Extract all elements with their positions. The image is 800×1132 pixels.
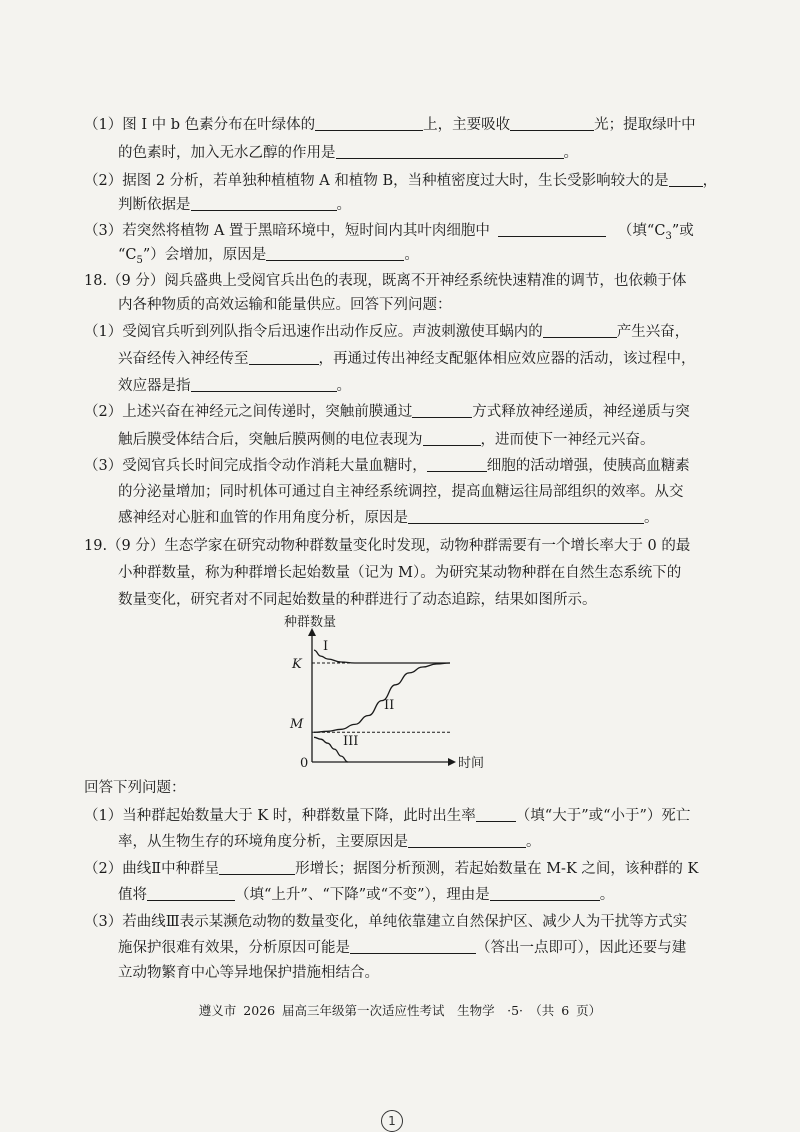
answer-blank[interactable] <box>266 245 404 261</box>
q18-p3-line3: 感神经对心脏和血管的作用角度分析，原因是 。 <box>118 510 659 526</box>
answer-blank[interactable] <box>315 115 423 131</box>
q18-stem-line1: 18.（9 分）阅兵盛典上受阅官兵出色的表现，既离不开神经系统快速精准的调节，也依赖于体 <box>84 273 687 289</box>
q19-p3-line2: 施保护很难有效果，分析原因可能是 （答出一点即可），因此还要与建 <box>118 940 687 956</box>
curve-label-iii: III <box>343 734 359 749</box>
answer-blank[interactable] <box>219 859 295 875</box>
answer-blank[interactable] <box>191 195 337 211</box>
q17-p2-line2: 判断依据是 。 <box>118 197 351 213</box>
tick-label-origin: 0 <box>300 756 309 770</box>
curve-label-i: I <box>323 639 329 654</box>
x-axis-label: 时间 <box>458 756 485 770</box>
q18-p2-line2: 触后膜受体结合后，突触后膜两侧的电位表现为 ，进而使下一神经元兴奋。 <box>118 432 655 448</box>
answer-blank[interactable] <box>408 508 644 524</box>
answer-blank[interactable] <box>147 885 235 901</box>
q17-p1-line2: 的色素时，加入无水乙醇的作用是 。 <box>118 145 578 161</box>
q18-p1-line1: （1）受阅官兵听到列队指令后迅速作出动作反应。声波刺激使耳蜗内的 产生兴奋， <box>84 324 690 340</box>
q17-p3-line2: “$C_5$”）会增加，原因是 。 <box>118 247 419 266</box>
answer-blank[interactable] <box>490 885 600 901</box>
curve-label-ii: II <box>384 698 395 713</box>
page-stamp: 1 <box>381 1110 403 1132</box>
answer-blank[interactable] <box>510 115 594 131</box>
answer-blank[interactable] <box>498 221 606 237</box>
q17-p1-line1: （1）图 I 中 b 色素分布在叶绿体的 上，主要吸收 光；提取绿叶中 <box>84 117 696 133</box>
curve-i <box>314 650 450 663</box>
q19-p2-line1: （2）曲线Ⅱ中种群呈 形增长；据图分析预测，若起始数量在 M-K 之间，该种群的 K <box>84 861 699 877</box>
q17-p2-line1: （2）据图 2 分析，若单独种植植物 A 和植物 B，当种植密度过大时，生长受影响较大的是 ， <box>84 173 718 189</box>
q19-p1-line2: 率，从生物生存的环境角度分析，主要原因是 。 <box>118 834 541 850</box>
answer-blank[interactable] <box>543 322 617 338</box>
tick-label-k: K <box>292 657 302 672</box>
tick-label-m: M <box>290 717 304 732</box>
q19-p1-line1: （1）当种群起始数量大于 K 时，种群数量下降，此时出生率 （填“大于”或“小于”）死亡 <box>84 808 691 824</box>
q19-p2-line2: 值将 （填“上升”、“下降”或“不变”），理由是 。 <box>118 887 615 903</box>
q19-stem-line3: 数量变化，研究者对不同起始数量的种群进行了动态追踪，结果如图所示。 <box>118 592 597 608</box>
population-chart <box>282 610 502 770</box>
answer-blank[interactable] <box>191 376 337 392</box>
q19-p3-line1: （3）若曲线Ⅲ表示某濒危动物的数量变化，单纯依靠建立自然保护区、减少人为干扰等方式实 <box>84 914 688 930</box>
answer-blank[interactable] <box>427 456 487 472</box>
answer-blank[interactable] <box>408 832 526 848</box>
answer-blank[interactable] <box>412 402 472 418</box>
q18-p1-line2: 兴奋经传入神经传至 ，再通过传出神经支配躯体相应效应器的活动，该过程中， <box>118 351 696 367</box>
answer-blank[interactable] <box>669 171 703 187</box>
answer-blank[interactable] <box>336 143 564 159</box>
q19-p3-line3: 立动物繁育中心等异地保护措施相结合。 <box>118 965 379 981</box>
q18-stem-line2: 内各种物质的高效运输和能量供应。回答下列问题： <box>118 297 452 313</box>
q19-stem-line2: 小种群数量，称为种群增长起始数量（记为 M）。为研究某动物种群在自然生态系统下的 <box>118 565 682 581</box>
page-footer: 遵义市 2026 届高三年级第一次适应性考试 生物学 ·5· （共 6 页） <box>198 1003 602 1018</box>
q18-p2-line1: （2）上述兴奋在神经元之间传递时，突触前膜通过 方式释放神经递质，神经递质与突 <box>84 404 690 420</box>
q17-p3-line1: （3）若突然将植物 A 置于黑暗环境中，短时间内其叶肉细胞中 （填“$C_3$”或 <box>84 223 694 242</box>
q19-stem-line1: 19.（9 分）生态学家在研究动物种群数量变化时发现，动物种群需要有一个增长率大于 0 的最 <box>84 538 691 554</box>
answer-blank[interactable] <box>476 806 516 822</box>
q19-intro: 回答下列问题： <box>84 780 186 796</box>
q18-p3-line1: （3）受阅官兵长时间完成指令动作消耗大量血糖时， 细胞的活动增强，使胰高血糖素 <box>84 458 690 474</box>
answer-blank[interactable] <box>423 430 481 446</box>
curve-ii <box>314 663 450 732</box>
q18-p3-line2: 的分泌量增加；同时机体可通过自主神经系统调控，提高血糖运往局部组织的效率。从交 <box>118 484 684 500</box>
y-axis-label: 种群数量 <box>284 615 337 630</box>
q18-p1-line3: 效应器是指 。 <box>118 378 351 394</box>
answer-blank[interactable] <box>249 349 319 365</box>
answer-blank[interactable] <box>350 938 476 954</box>
